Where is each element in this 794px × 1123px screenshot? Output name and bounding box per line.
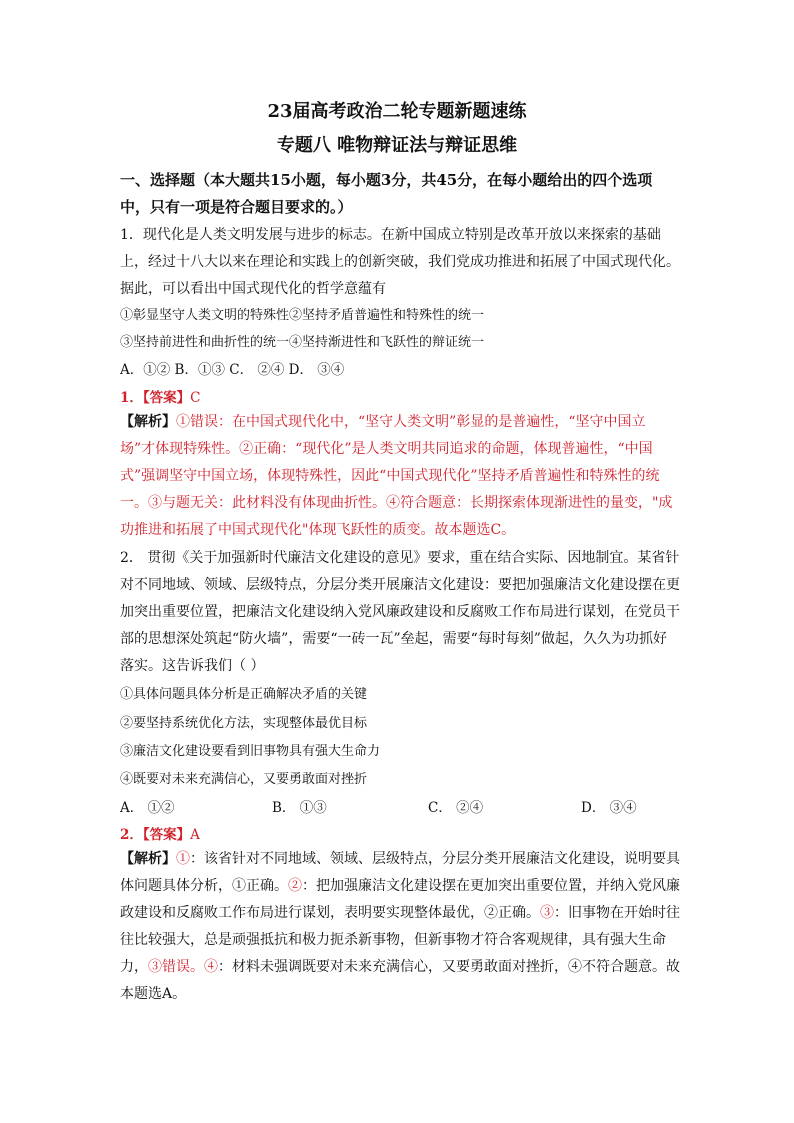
analysis-text: ①错误：在中国式现代化中，“坚守人类文明”彰显的是普遍性，“坚守中国立场”才体现特殊性。②正确：“现代化”是人类文明共同追求的命题，体现普遍性，“中国式”强调坚守中国立场，体现特殊性，因此“中国式现代化”坚持矛盾普遍性和特殊性的统一。③与题无关：此材料没有体现曲折性。④符合题意：长期探索体现渐进性的量变，"成功推进和拓展了中国式现代化"体现飞跃性的质变。故本题选C。 [120, 414, 673, 538]
analysis-marker-1: ① [176, 851, 190, 867]
analysis-text-1: ：该省针对不同地域、领域、层级特点，分层分类开展廉洁文化建设，说明要具体问题具体分析，①正确。 [120, 851, 680, 894]
question-1-options: A．①② B．①③ C． ②④ D． ③④ [120, 362, 345, 378]
question-2-item-3: ③廉洁文化建设要看到旧事物具有强大生命力 [120, 744, 381, 759]
analysis-marker-4: ③错误。④ [148, 959, 218, 975]
question-2-answer [120, 823, 200, 843]
question-1-stem: 1．现代化是人类文明发展与进步的标志。在新中国成立特别是改革开放以来探索的基础上，经过十八大以来在理论和实践上的创新突破，我们党成功推进和拓展了中国式现代化。据此，可以看出中国式现代化的哲学意蕴有 [120, 227, 680, 297]
page-subtitle: 专题八 唯物辩证法与辩证思维 [276, 135, 518, 156]
question-2-option-b: B． ①③ [272, 800, 327, 816]
answer-label: 2．【答案】 [120, 827, 191, 843]
question-1-answer [120, 386, 201, 406]
answer-value: A [190, 827, 200, 843]
page-title: 23届高考政治二轮专题新题速练 [267, 101, 527, 122]
question-1-items-line-2: ③坚持前进性和曲折性的统一④坚持渐进性和飞跃性的辩证统一 [120, 335, 485, 350]
analysis-label: 【解析】 [120, 851, 176, 867]
analysis-marker-2: ② [288, 878, 302, 894]
analysis-marker-3: ③ [540, 905, 554, 921]
analysis-text-3: ：旧事物在开始时往往比较强大，总是顽强抵抗和极力扼杀新事物，但新事物才符合客观规律，具有强大生命力， [120, 905, 680, 975]
question-2-option-c: C． ②④ [428, 800, 484, 816]
question-2-item-1: ①具体问题具体分析是正确解决矛盾的关键 [120, 687, 368, 702]
question-1-analysis [120, 409, 680, 544]
question-2-analysis [120, 846, 680, 1008]
question-2-option-a: A． ①② [120, 800, 175, 816]
answer-label: 1．【答案】 [120, 390, 191, 406]
question-2-option-d: D． ③④ [581, 800, 637, 816]
analysis-label: 【解析】 [120, 414, 176, 430]
section-header: 一、选择题（本大题共15小题，每小题3分，共45分，在每小题给出的四个选项中，只有一项是符合题目要求的。） [120, 171, 653, 216]
question-2-item-4: ④既要对未来充满信心，又要勇敢面对挫折 [120, 772, 368, 787]
analysis-text-4: ：材料未强调既要对未来充满信心，又要勇敢面对挫折，④不符合题意。故本题选A。 [120, 959, 680, 1002]
question-2-item-2: ②要坚持系统优化方法，实现整体最优目标 [120, 716, 368, 731]
analysis-text-2: ：把加强廉洁文化建设摆在更加突出重要位置，并纳入党风廉政建设和反腐败工作布局进行谋划，表明要实现整体最优，②正确。 [120, 878, 680, 921]
answer-value: C [190, 390, 201, 406]
question-2-stem: 2． 贯彻《关于加强新时代廉洁文化建设的意见》要求，重在结合实际、因地制宜。某省针对不同地域、领域、层级特点，分层分类开展廉洁文化建设：要把加强廉洁文化建设摆在更加突出重要位置，把廉洁文化建设纳入党风廉政建设和反腐败工作布局进行谋划，在党员干部的思想深处筑起“防火墙”，需要“一砖一瓦”垒起，需要“每时每刻”做起，久久为功抓好落实。这告诉我们（ ） [120, 550, 680, 674]
question-1-items-line-1: ①彰显坚守人类文明的特殊性②坚持矛盾普遍性和特殊性的统一 [120, 308, 485, 323]
